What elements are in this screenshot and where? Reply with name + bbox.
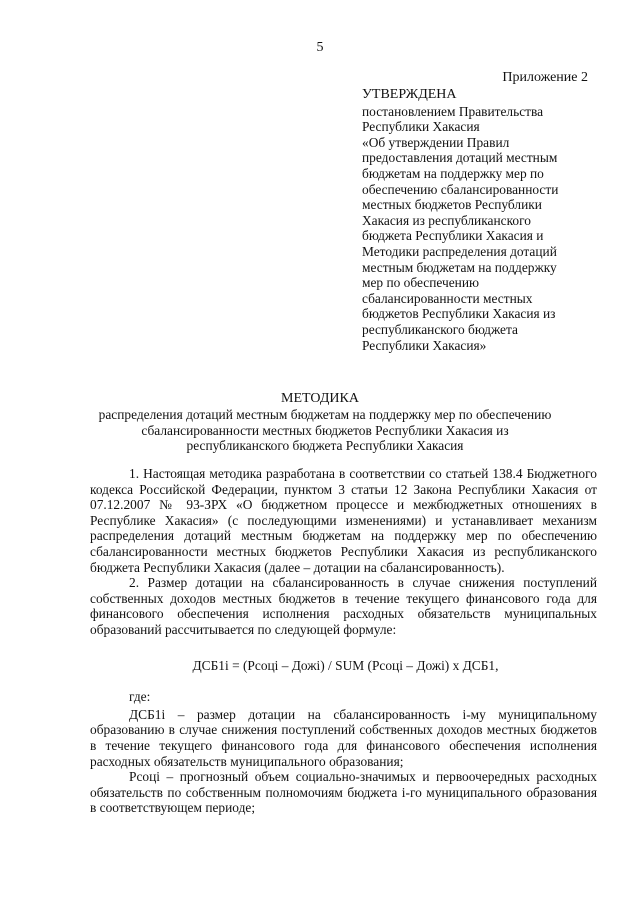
approval-line: постановлением Правительства	[362, 103, 544, 119]
approval-line: республиканского бюджета	[362, 321, 518, 337]
subtitle-line: распределения дотаций местным бюджетам на поддержку мер по обеспечению	[98, 407, 552, 422]
approval-line: Хакасия из республиканского	[362, 212, 531, 228]
approval-line: обеспечению сбалансированности	[362, 181, 559, 197]
document-title: МЕТОДИКА	[281, 391, 359, 406]
approval-line: «Об утверждении Правил	[362, 134, 510, 150]
approval-line: местных бюджетов Республики	[362, 197, 542, 213]
paragraph-2: 2. Размер дотации на сбалансированность в случае снижения поступлений собственных доходов местных бюджетов в течение текущего финансового года для финансового обеспечения исполнения расходных обязательств муниципальных образований рассчитывается по следующей формуле:	[90, 575, 597, 637]
approval-line: мер по обеспечению	[362, 275, 480, 291]
definition-1: ДСБ1i – размер дотации на сбалансированность i-му муниципальному образованию в случае снижения поступлений собственных доходов местных бюджетов в течение текущего финансового года для финансового обеспечения исполнения расходных обязательств муниципального образования;	[90, 706, 597, 769]
approved-heading: УТВЕРЖДЕНА	[362, 87, 457, 102]
formula: ДСБ1i = (Рсоцi – Дожi) / SUM (Рсоцi – Дожi) х ДСБ1,	[192, 657, 499, 673]
document-subtitle	[90, 407, 560, 454]
approval-line: местным бюджетам на поддержку	[362, 259, 557, 275]
subtitle-line: республиканского бюджета Республики Хакасия	[186, 438, 464, 454]
definition-2: Рсоцi – прогнозный объем социально-значимых и первоочередных расходных обязательств по собственным полномочиям бюджета i-го муниципального образования в соответствующем периоде;	[90, 769, 597, 816]
approval-line: Республики Хакасия	[362, 119, 480, 135]
appendix-label: Приложение 2	[502, 70, 588, 85]
approval-block	[362, 87, 602, 353]
subtitle-line: сбалансированности местных бюджетов Республики Хакасия из	[141, 422, 509, 438]
document-body	[90, 466, 597, 816]
approval-line: бюджета Республики Хакасия и	[362, 228, 544, 244]
approval-line: предоставления дотаций местным	[362, 150, 558, 166]
approval-line: сбалансированности местных	[362, 290, 533, 306]
page-number: 5	[316, 40, 324, 55]
where-label: где:	[129, 689, 151, 705]
paragraph-1: 1. Настоящая методика разработана в соответствии со статьей 138.4 Бюджетного кодекса Российской Федерации, пунктом 3 статьи 12 Закона Республики Хакасия от 07.12.2007 № 93-ЗРХ «О бюджетном процессе и межбюджетных отношениях в Республике Хакасия» (с последующими изменениями) и устанавливает механизм распределения дотаций местным бюджетам на поддержку мер по обеспечению сбалансированности местных бюджетов Республики Хакасия из республиканского бюджета Республики Хакасия (далее – дотации на сбалансированность).	[90, 466, 597, 575]
approval-line: бюджетам на поддержку мер по	[362, 165, 544, 181]
approval-line: Методики распределения дотаций	[362, 243, 557, 259]
approval-line: бюджетов Республики Хакасия из	[362, 306, 556, 322]
approval-line: Республики Хакасия»	[362, 337, 487, 353]
